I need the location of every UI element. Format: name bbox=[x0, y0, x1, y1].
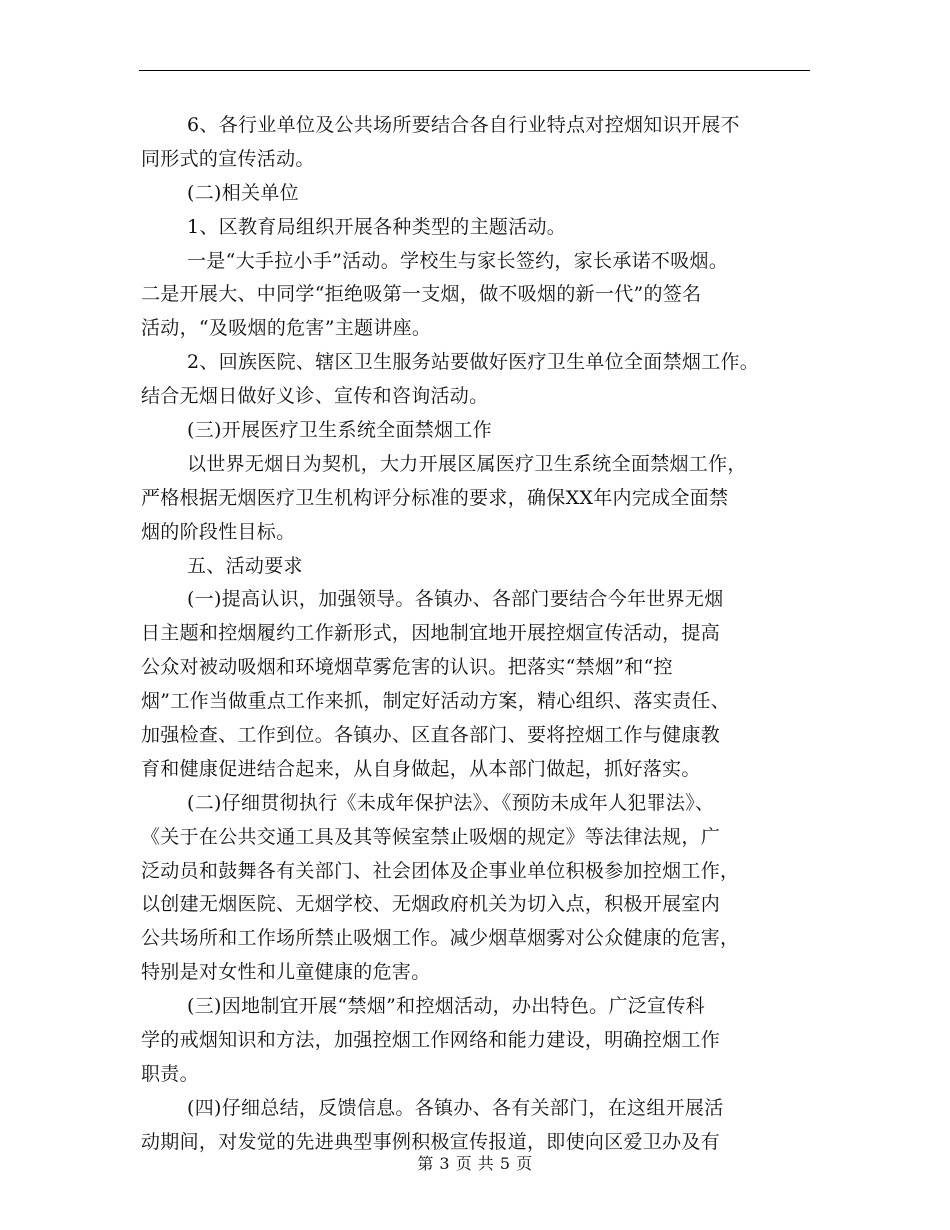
text-line: 烟的阶段性目标。 bbox=[141, 520, 296, 543]
text-line: 二是开展大、中同学“拒绝吸第一支烟，做不吸烟的新一代”的签名 bbox=[141, 283, 702, 306]
text-line: 《关于在公共交通工具及其等候室禁止吸烟的规定》等法律法规，广 bbox=[141, 825, 721, 848]
text-line: 特别是对女性和儿童健康的危害。 bbox=[141, 961, 431, 984]
text-line: 以创建无烟医院、无烟学校、无烟政府机关为切入点，积极开展室内 bbox=[141, 893, 721, 916]
text-line: (二)相关单位 bbox=[187, 181, 299, 204]
text-line: (三)因地制宜开展“禁烟”和控烟活动，办出特色。广泛宣传科 bbox=[187, 995, 705, 1018]
text-line: 加强检查、工作到位。各镇办、区直各部门、要将控烟工作与健康教 bbox=[141, 724, 721, 747]
text-line: 五、活动要求 bbox=[187, 554, 303, 577]
text-line: 一是“大手拉小手”活动。学校生与家长签约，家长承诺不吸烟。 bbox=[187, 249, 729, 272]
text-line: 泛动员和鼓舞各有关部门、社会团体及企事业单位积极参加控烟工作， bbox=[141, 859, 740, 882]
text-line: (四)仔细总结，反馈信息。各镇办、各有关部门，在这组开展活 bbox=[187, 1096, 724, 1119]
text-line: 同形式的宣传活动。 bbox=[141, 147, 315, 170]
text-line: 烟”工作当做重点工作来抓，制定好活动方案，精心组织、落实责任、 bbox=[141, 690, 731, 713]
text-line: 职责。 bbox=[141, 1062, 199, 1085]
text-line: 严格根据无烟医疗卫生机构评分标准的要求，确保XX年内完成全面禁 bbox=[141, 486, 729, 509]
header-rule bbox=[139, 70, 810, 71]
text-line: 育和健康促进结合起来，从自身做起，从本部门做起，抓好落实。 bbox=[141, 757, 701, 780]
text-line: 结合无烟日做好义诊、宣传和咨询活动。 bbox=[141, 385, 489, 408]
document-body bbox=[141, 109, 813, 1160]
page-number: 第 3 页 共 5 页 bbox=[417, 1154, 533, 1173]
text-line: 2、回族医院、辖区卫生服务站要做好医疗卫生单位全面禁烟工作。 bbox=[187, 351, 760, 374]
text-line: 动期间，对发觉的先进典型事例积极宣传报道，即使向区爱卫办及有 bbox=[141, 1130, 721, 1153]
text-line: 公共场所和工作场所禁止吸烟工作。减少烟草烟雾对公众健康的危害， bbox=[141, 927, 740, 950]
text-line: 以世界无烟日为契机，大力开展区属医疗卫生系统全面禁烟工作， bbox=[187, 452, 747, 475]
text-line: 1、区教育局组织开展各种类型的主题活动。 bbox=[187, 215, 567, 238]
text-line: 活动，“及吸烟的危害”主题讲座。 bbox=[141, 317, 432, 340]
text-line: 6、各行业单位及公共场所要结合各自行业特点对控烟知识开展不 bbox=[187, 114, 740, 136]
text-line: (二)仔细贯彻执行《未成年保护法》、《预防未成年人犯罪法》、 bbox=[187, 791, 715, 814]
text-line: 公众对被动吸烟和环境烟草雾危害的认识。把落实“禁烟”和“控 bbox=[141, 656, 673, 679]
text-line: 日主题和控烟履约工作新形式，因地制宜地开展控烟宣传活动，提高 bbox=[141, 622, 721, 645]
text-line: (三)开展医疗卫生系统全面禁烟工作 bbox=[187, 419, 492, 442]
text-line: 学的戒烟知识和方法，加强控烟工作网络和能力建设，明确控烟工作 bbox=[141, 1029, 721, 1052]
text-line: (一)提高认识，加强领导。各镇办、各部门要结合今年世界无烟 bbox=[187, 588, 724, 611]
